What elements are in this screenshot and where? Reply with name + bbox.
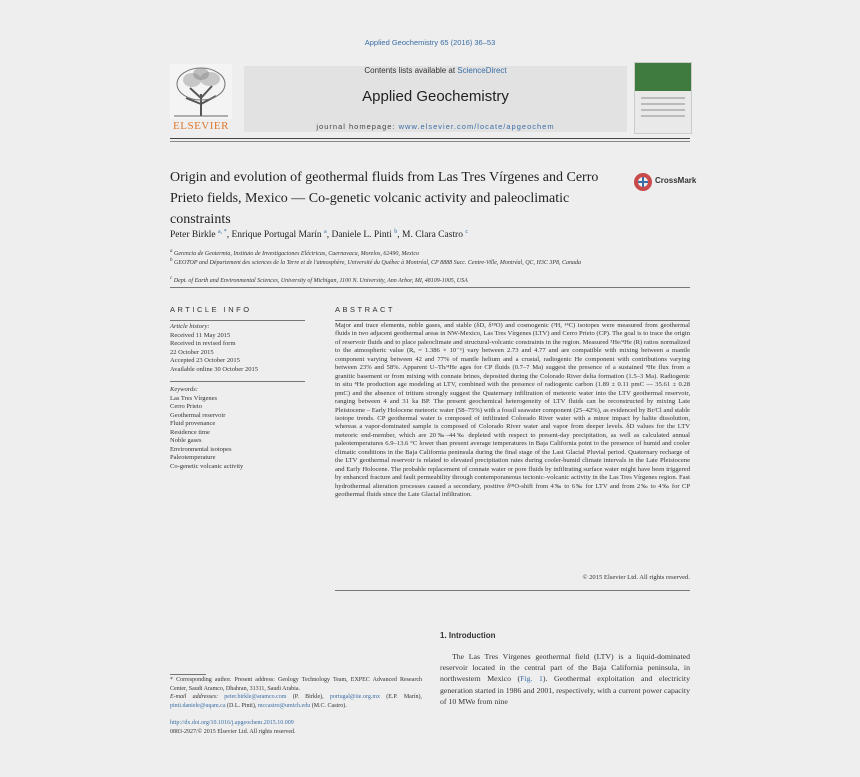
doi-block: [170, 719, 422, 736]
abstract-text: Major and trace elements, noble gases, and stable (δD, δ¹⁸O) and cosmogenic (³H, ¹⁴C) isotopes were measured from geothermal fluids in two adjacent geothermal areas in NW-Mexico, Las Tres Vírgenes (LTV) and Cerro Prieto (CP). The goal is to trace the origin of reservoir fluids and to place paleoclimate and structural-volcanic constraints in the region. Measured ³He/⁴He (R) ratios normalized to the atmospheric value (Rₐ = 1.386 × 10⁻⁶) vary between 2.73 and 4.77 and are compatible with mixing between a mantle component varying between 42 and 77% of mantle helium and a crustal, radiogenic He component with contributions varying between 23% and 58%. Apparent U–Th/⁴He ages for CP fluids (0.7–7 Ma) suggest the presence of a sustained ⁴He flux from a granitic basement or from mixing with connate brines, deposited during the Colorado River delta formation (1.5–3 Ma). Radiogenic in situ ⁴He production age modeling at LTV, combined with the presence of radiogenic carbon (1.89 ± 0.11 pmC — 35.61 ± 0.28 pmC) and the absence of tritium strongly suggest the Quaternary infiltration of meteoric water into the LTV geothermal reservoir, ranging between 4 and 31 ka BP. The present geochemical heterogeneity of LTV fluids can be reconstructed by mixing Late Pleistocene – Early Holocene meteoric water (58–75%) with a fossil seawater component (25–42%), as evidenced by Br/Cl and stable isotope trends. CP geothermal water is composed of infiltrated Colorado River water with a minor impact by halite dissolution, whereas a vapor-dominated sample is composed of Colorado River water and vapor from deeper levels. δD values for the LTV meteoric end-member, which are 20‰–44‰ depleted with respect to present-day precipitation, as well as calculated annual paleotemperatures 6.9–13.6 °C lower than present average temperatures in Baja California point to the presence of humid and cooler climatic conditions in the Baja California peninsula during the final stage of the Last Glacial Pluvial period. Quaternary recharge of the LTV geothermal reservoir is related to elevated precipitation rates during cooler-humid climate intervals in the Late Pleistocene and Early Holocene. The probable replacement of connate water or pore fluids by infiltrating surface water might have been triggered by enhanced fracture and fault permeability through contemporaneous tectonic–volcanic activity in the Las Tres Vírgenes region. Fast hydrothermal alteration processes caused a secondary, positive δ¹⁸O-shift from 4‰ to 6‰ for LTV and from 2‰ to 4‰ for CP geothermal fluids since the Late Glacial infiltration.: [335, 322, 690, 499]
keyword-item: Residence time: [170, 428, 210, 436]
keywords-rule: [170, 381, 305, 382]
article-history: [170, 323, 305, 374]
abstract-end-rule: [335, 590, 690, 591]
introduction-paragraph: [440, 651, 690, 707]
history-item: Received 11 May 2015: [170, 331, 231, 339]
footnote-author: * Corresponding author. Present address: Geology Technology Team, EXPEC Advanced Research Center, Saudi Aramco, Dhahran, 31311, Saudi Arabia.: [170, 677, 422, 692]
author-affiliation-sup[interactable]: b: [394, 229, 398, 235]
email-owner: (D.L. Pinti),: [225, 702, 258, 709]
history-item: Accepted 23 October 2015: [170, 357, 240, 364]
author-list: Peter Birkle $^{a, *}$, Enrique Portugal Marín $^a$, Daniele L. Pinti $^b$, M. Clara Castro $^c$: [170, 229, 469, 241]
header-rule: [170, 138, 690, 139]
email-owner: (M.C. Castro).: [310, 702, 347, 709]
article-title: Origin and evolution of geothermal fluids from Las Tres Vírgenes and Cerro Prieto fields, Mexico — Co-genetic volcanic activity and paleoclimatic constraints: [170, 170, 599, 227]
keyword-item: Cerro Prieto: [170, 403, 202, 410]
journal-reference[interactable]: Applied Geochemistry 65 (2016) 36–53: [364, 38, 496, 47]
keyword-item: Noble gases: [170, 437, 202, 444]
affiliation-sup: c: [170, 276, 173, 281]
keywords: [170, 386, 305, 471]
email-link[interactable]: portugal@iie.org.mx: [329, 694, 380, 701]
header-rule-secondary: [170, 141, 690, 142]
email-link[interactable]: peter.birkle@aramco.com: [224, 694, 287, 701]
figure-link[interactable]: Fig. 1: [520, 674, 543, 684]
intro-text-start: The Las Tres Vírgenes geothermal field (LTV) is a liquid-dominated reservoir located in the central part of the Baja California peninsula, in northwestern Mexico (: [440, 652, 690, 684]
article-info-heading: ARTICLE INFO: [170, 305, 252, 314]
keyword-item: Geothermal reservoir: [170, 411, 226, 419]
email-owner: (E.P. Marín),: [379, 694, 422, 701]
keyword-item: Fluid provenance: [170, 420, 216, 427]
journal-title: Applied Geochemistry: [362, 88, 509, 105]
section-heading-introduction: 1. Introduction: [440, 631, 496, 640]
abstract-copyright: © 2015 Elsevier Ltd. All rights reserved.: [582, 574, 690, 581]
author-name[interactable]: Enrique Portugal Marín: [231, 230, 322, 241]
author-affiliation-sup[interactable]: a: [324, 229, 327, 235]
author-affiliation-sup[interactable]: c: [465, 229, 469, 235]
contents-prefix: Contents lists available at: [364, 66, 458, 75]
keyword-item: Paleotemperature: [170, 454, 216, 461]
contents-line: [244, 66, 627, 75]
sciencedirect-link[interactable]: ScienceDirect: [457, 66, 507, 75]
abstract-heading: ABSTRACT: [335, 305, 396, 314]
history-item: Received in revised form: [170, 340, 236, 347]
corresponding-author-footnote: [170, 676, 422, 710]
crossmark-icon: [633, 172, 653, 192]
affiliation-text: Dept. of Earth and Environmental Sciences, University of Michigan, 1100 N. University, Ann Arbor, MI, 48109-1005, USA: [173, 278, 468, 284]
homepage-link[interactable]: www.elsevier.com/locate/apgeochem: [398, 122, 555, 131]
keyword-item: Environmental isotopes: [170, 445, 232, 453]
intro-text-end: ). Geothermal exploitation and electricity generation started in 1986 and 2001, respectively, with a current power capacity of 10 MWe from nine: [440, 674, 690, 706]
email-label: E-mail addresses:: [170, 694, 225, 701]
footnote-rule: [170, 674, 206, 675]
affiliation-rule: [170, 287, 690, 288]
publisher-name: ELSEVIER: [173, 120, 229, 132]
email-link[interactable]: mccastro@umich.edu: [257, 702, 311, 709]
author-name[interactable]: Daniele L. Pinti: [331, 230, 392, 241]
history-item: Available online 30 October 2015: [170, 365, 258, 373]
homepage-prefix: journal homepage:: [316, 122, 399, 131]
issn-copyright: 0883-2927/© 2015 Elsevier Ltd. All rights reserved.: [170, 728, 296, 735]
email-link[interactable]: pinti.daniele@uqam.ca: [170, 702, 226, 709]
article-info-rule: [170, 320, 305, 321]
author-affiliation-sup[interactable]: a, *: [218, 229, 227, 235]
cover-lines: [641, 97, 685, 121]
journal-cover-thumbnail[interactable]: [634, 62, 692, 134]
history-label: Article history:: [170, 323, 210, 330]
keyword-item: Las Tres Vírgenes: [170, 394, 218, 402]
crossmark-label[interactable]: CrossMark: [655, 176, 697, 185]
journal-homepage: [244, 122, 627, 131]
author-name[interactable]: M. Clara Castro: [402, 230, 463, 241]
keyword-item: Co-genetic volcanic activity: [170, 462, 244, 470]
abstract-rule: [335, 320, 690, 321]
footnote-emails: [170, 693, 422, 710]
affiliation-b: [170, 256, 690, 268]
affiliation-sup: a: [170, 249, 173, 254]
email-owner: (P. Birkle),: [286, 694, 330, 701]
keywords-label: Keywords:: [170, 386, 198, 393]
affiliation-text: GEOTOP and Département des sciences de la Terre et de l'atmosphère, Université du Québec à Montréal, CP 8888 Succ. Centre-Ville, Montréal, QC, H3C 3P8, Canada: [174, 260, 582, 266]
author-name[interactable]: Peter Birkle: [170, 230, 216, 241]
affiliation-text: Gerencia de Geotermia, Instituto de Investigaciones Eléctricas, Cuernavaca, Morelos, 62490, Mexico: [174, 251, 419, 257]
history-item: 22 October 2015: [170, 348, 214, 356]
affiliation-c: [170, 274, 690, 286]
doi-link[interactable]: http://dx.doi.org/10.1016/j.apgeochem.2015.10.009: [170, 720, 294, 726]
cover-banner: [635, 63, 691, 91]
affiliation-sup: b: [170, 258, 173, 263]
